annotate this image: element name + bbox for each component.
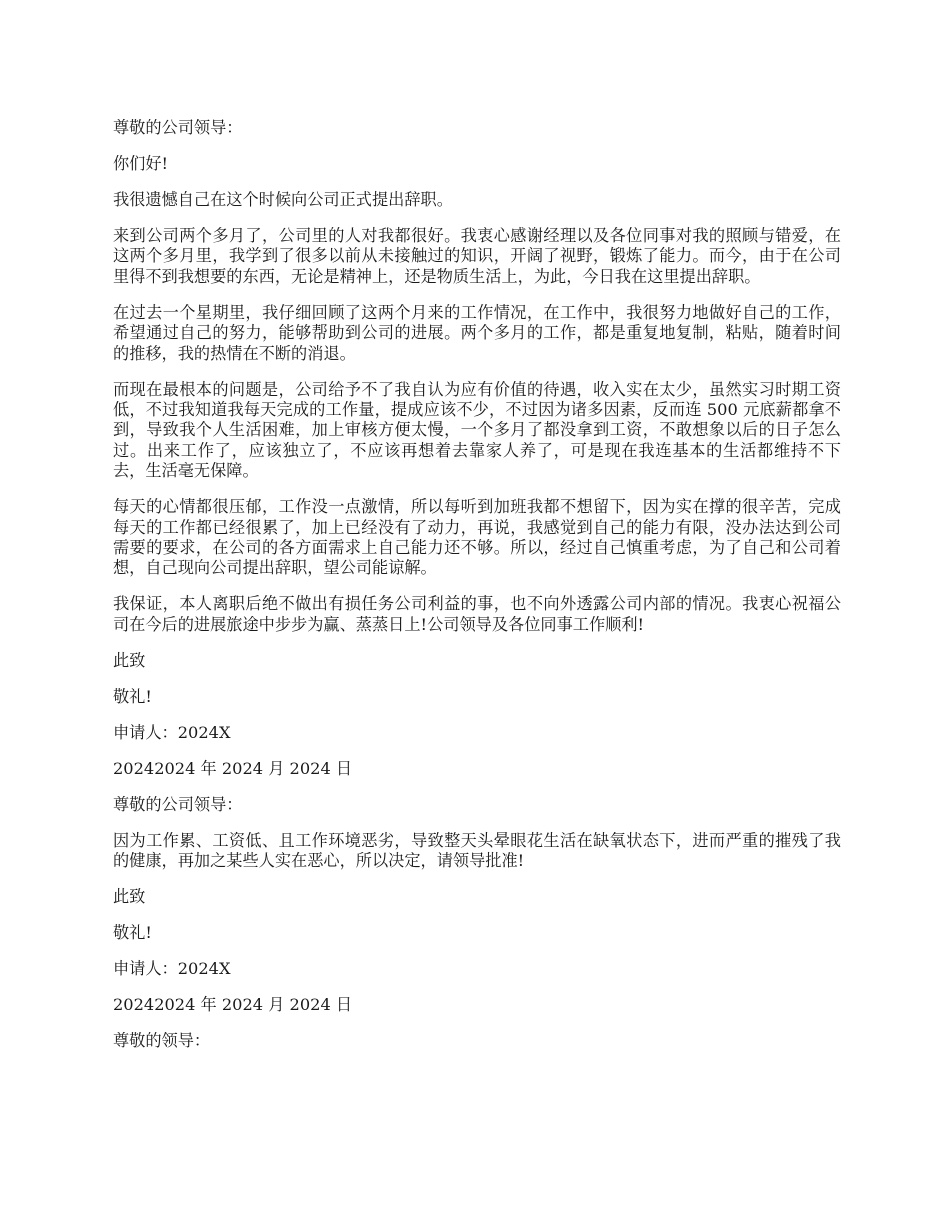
closing-line: 此致 bbox=[113, 650, 146, 670]
closing-line: 此致 bbox=[113, 887, 146, 907]
body-paragraph: 我保证，本人离职后绝不做出有损任务公司利益的事，也不向外透露公司内部的情况。我衷心祝福公司在今后的进展旅途中步步为赢、蒸蒸日上!公司领导及各位同事工作顺利! bbox=[113, 594, 841, 634]
opening-paragraph: 我很遗憾自己在这个时候向公司正式提出辞职。 bbox=[113, 190, 453, 209]
date-line: 20242024 年 2024 月 2024 日 bbox=[113, 758, 353, 778]
greeting: 你们好! bbox=[113, 154, 169, 173]
applicant-line: 申请人：2024X bbox=[113, 959, 231, 979]
salutation: 尊敬的公司领导： bbox=[113, 794, 243, 814]
body-paragraph: 而现在最根本的问题是，公司给予不了我自认为应有价值的待遇，收入实在太少，虽然实习时期工资低，不过我知道我每天完成的工作量，提成应该不少，不过因为诸多因素，反而连 500 元底薪都拿不到，导致我个人生活困难，加上审核方便太慢，一个多月了都没拿到工资，不敢想象以后的日子怎么过。出来工作了，应该独立了，不应该再想着去靠家人养了，可是现在我连基本的生活都维持不下去，生活毫无保障。 bbox=[113, 379, 841, 481]
body-paragraph: 因为工作累、工资低、且工作环境恶劣，导致整天头晕眼花生活在缺氧状态下，进而严重的摧残了我的健康，再加之某些人实在恶心，所以决定，请领导批准! bbox=[113, 830, 841, 871]
body-paragraph: 来到公司两个多月了，公司里的人对我都很好。我衷心感谢经理以及各位同事对我的照顾与错爱，在这两个多月里，我学到了很多以前从未接触过的知识，开阔了视野，锻炼了能力。而今，由于在公司里得不到我想要的东西，无论是精神上，还是物质生活上，为此，今日我在这里提出辞职。 bbox=[113, 226, 841, 286]
salutation: 尊敬的公司领导： bbox=[113, 118, 243, 137]
body-paragraph: 每天的心情都很压郁，工作没一点激情，所以每听到加班我都不想留下，因为实在撑的很辛苦，完成每天的工作都已经很累了，加上已经没有了动力，再说，我感觉到自己的能力有限，没办法达到公司需要的要求，在公司的各方面需求上自己能力还不够。所以，经过自己慎重考虑，为了自己和公司着想，自己现向公司提出辞职，望公司能谅解。 bbox=[113, 497, 841, 578]
applicant-line: 申请人：2024X bbox=[113, 722, 231, 742]
document-body bbox=[113, 118, 841, 1067]
closing-salute: 敬礼! bbox=[113, 923, 152, 943]
salutation: 尊敬的领导： bbox=[113, 1031, 211, 1051]
date-line: 20242024 年 2024 月 2024 日 bbox=[113, 995, 353, 1015]
closing-salute: 敬礼! bbox=[113, 686, 152, 706]
body-paragraph: 在过去一个星期里，我仔细回顾了这两个月来的工作情况，在工作中，我很努力地做好自己的工作，希望通过自己的努力，能够帮助到公司的进展。两个多月的工作，都是重复地复制，粘贴，随着时间的推移，我的热情在不断的消退。 bbox=[113, 302, 841, 363]
